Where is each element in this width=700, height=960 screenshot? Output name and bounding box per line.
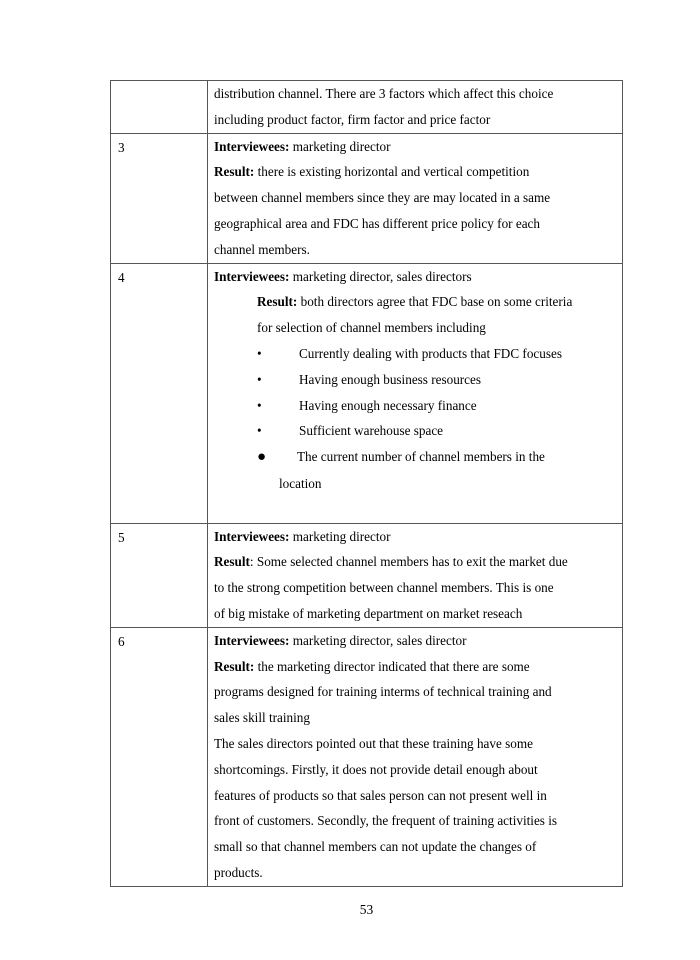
text-line: programs designed for training interms of technical training and xyxy=(214,684,552,700)
page-number: 53 xyxy=(359,902,374,917)
list-item-text: Sufficient warehouse space xyxy=(299,423,444,439)
bullet-icon: • xyxy=(257,345,262,361)
text-line: sales skill training xyxy=(214,710,310,726)
list-item-continuation: location xyxy=(279,475,322,491)
text-line: between channel members since they are may located in a same xyxy=(214,190,551,206)
text-line: for selection of channel members including xyxy=(257,320,486,336)
text-line: products. xyxy=(214,864,263,880)
interview-results-table xyxy=(110,80,623,887)
result-text: the marketing director indicated that there are some xyxy=(254,658,530,674)
text-line: The sales directors pointed out that these training have some xyxy=(214,735,533,751)
result-text: both directors agree that FDC base on some criteria xyxy=(297,294,573,310)
bullet-icon: • xyxy=(257,397,262,413)
row-number: 6 xyxy=(111,627,208,886)
result-label: Result xyxy=(214,554,250,570)
result-line xyxy=(214,159,618,185)
bullet-icon: ● xyxy=(257,449,267,466)
table-row xyxy=(111,627,623,886)
text-line: of big mistake of marketing department on market reseach xyxy=(214,605,523,621)
interviewees-label: Interviewees: xyxy=(214,268,290,284)
text-line: features of products so that sales person can not present well in xyxy=(214,787,547,803)
blank-line xyxy=(214,497,618,523)
table-row xyxy=(111,133,623,263)
interviewees-line xyxy=(214,524,618,550)
result-label: Result: xyxy=(214,658,255,674)
row-content xyxy=(208,81,623,134)
text-line: front of customers. Secondly, the frequent of training activities is xyxy=(214,813,558,829)
result-text: there is existing horizontal and vertical competition xyxy=(254,164,530,180)
text-line: channel members. xyxy=(214,241,310,257)
text-line: small so that channel members can not update the changes of xyxy=(214,839,537,855)
row-content xyxy=(208,627,623,886)
list-item-text: Currently dealing with products that FDC focuses xyxy=(299,345,562,361)
result-text: : Some selected channel members has to exit the market due xyxy=(249,554,568,570)
result-label: Result: xyxy=(257,294,298,310)
interviewees-value: marketing director xyxy=(289,528,391,544)
bullet-icon: • xyxy=(257,371,262,387)
bullet-icon: • xyxy=(257,423,262,439)
list-item-text: The current number of channel members in the xyxy=(297,449,545,465)
list-item xyxy=(214,367,618,393)
row-content xyxy=(208,523,623,627)
text-line: geographical area and FDC has different price policy for each xyxy=(214,215,541,231)
interviewees-value: marketing director xyxy=(289,138,391,154)
result-line xyxy=(214,289,618,315)
row-number: 4 xyxy=(111,263,208,523)
row-content xyxy=(208,263,623,523)
list-item xyxy=(214,444,618,471)
row-number: 5 xyxy=(111,523,208,627)
result-label: Result: xyxy=(214,164,255,180)
interviewees-label: Interviewees: xyxy=(214,632,290,648)
text-line: distribution channel. There are 3 factors which affect this choice xyxy=(214,86,554,101)
text-line: to the strong competition between channel members. This is one xyxy=(214,580,554,596)
list-item xyxy=(214,341,618,367)
row-number: 3 xyxy=(111,133,208,263)
interviewees-value: marketing director, sales director xyxy=(289,632,467,648)
text-line: shortcomings. Firstly, it does not provide detail enough about xyxy=(214,761,538,777)
result-line xyxy=(214,654,618,680)
interviewees-line xyxy=(214,134,618,160)
table-row xyxy=(111,263,623,523)
interviewees-line xyxy=(214,264,618,290)
list-item xyxy=(214,418,618,444)
interviewees-label: Interviewees: xyxy=(214,138,290,154)
list-item-text: Having enough necessary finance xyxy=(299,397,477,413)
result-line xyxy=(214,549,618,575)
row-number xyxy=(111,81,208,134)
interviewees-value: marketing director, sales directors xyxy=(289,268,472,284)
interviewees-label: Interviewees: xyxy=(214,528,290,544)
list-item xyxy=(214,393,618,419)
list-item-text: Having enough business resources xyxy=(299,371,482,387)
row-content xyxy=(208,133,623,263)
text-line: including product factor, firm factor and price factor xyxy=(214,111,491,127)
interviewees-line xyxy=(214,628,618,654)
table-row xyxy=(111,81,623,134)
table-row xyxy=(111,523,623,627)
